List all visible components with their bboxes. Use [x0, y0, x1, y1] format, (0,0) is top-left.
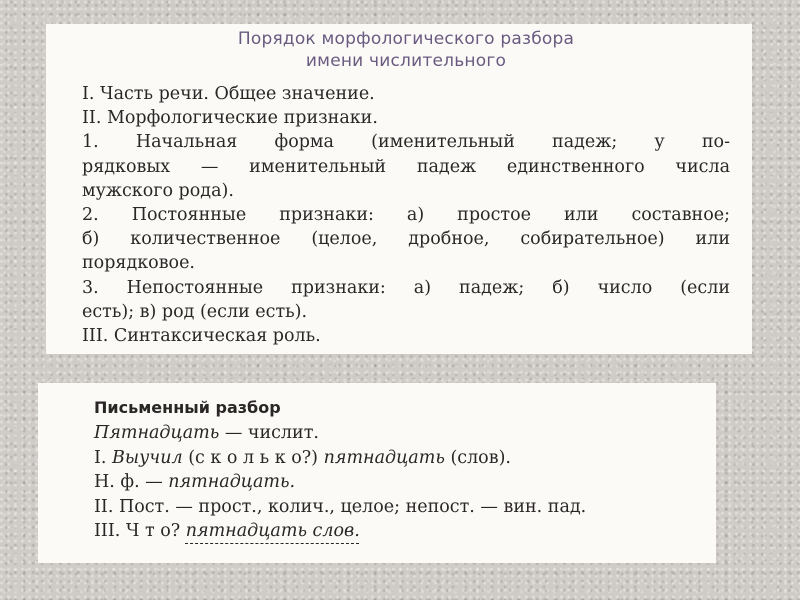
analysis-line-3: [94, 470, 698, 495]
rules-line-part-of-speech: I. Часть речи. Общее значение.: [82, 84, 375, 104]
analysis-title: Письменный разбор: [94, 398, 281, 417]
rules-title-line-2: имени числительного: [305, 51, 507, 71]
analysis-line-1-rest: — числит.: [219, 423, 319, 443]
analysis-line-2-question: (с к о л ь к о?): [188, 447, 319, 468]
analysis-line-1: [94, 421, 698, 446]
analysis-line-2-verb: Выучил: [112, 447, 183, 468]
written-analysis-card: [38, 383, 716, 563]
analysis-line-5-prefix: III.: [94, 521, 126, 541]
analysis-line-5-question: Ч т о?: [125, 521, 181, 541]
rules-line-initial-form-cont: рядковых — именительный падеж единственного числа: [82, 156, 730, 177]
analysis-line-2-num: I.: [94, 447, 113, 468]
rules-title: [82, 28, 730, 72]
rules-line-constant-features: 2. Постоянные признаки: а) простое или составное;: [82, 205, 730, 226]
analysis-line-5-phrase: пятнадцать слов.: [185, 521, 360, 541]
rules-title-line-1: Порядок морфологического разбора: [237, 29, 575, 49]
analysis-line-5: [94, 519, 698, 544]
analysis-word: Пятнадцать: [94, 423, 220, 443]
rules-line-variable-features: 3. Непостоянные признаки: а) падеж; б) число (если: [82, 277, 730, 298]
rules-line-initial-form-end: мужского рода).: [82, 180, 234, 201]
analysis-line-2-word: пятнадцать: [323, 447, 445, 468]
rules-line-morph-features: II. Морфологические признаки.: [82, 108, 378, 129]
morphology-rules-card: [46, 24, 752, 354]
analysis-line-3-prefix: Н. ф. —: [94, 472, 169, 492]
analysis-line-4: II. Пост. — прост., колич., целое; непост. — вин. пад.: [94, 496, 587, 517]
rules-line-variable-features-end: есть); в) род (если есть).: [82, 301, 308, 322]
analysis-line-2-rest: (слов).: [444, 447, 511, 468]
analysis-line-2: [94, 446, 698, 471]
rules-line-syntax-role: III. Синтаксическая роль.: [82, 326, 321, 347]
rules-line-constant-features-end: порядковое.: [82, 253, 195, 274]
rules-line-constant-features-cont: б) количественное (целое, дробное, собирательное) или: [82, 229, 730, 250]
analysis-line-3-word: пятнадцать.: [168, 472, 296, 492]
rules-line-initial-form: 1. Начальная форма (именительный падеж; у по-: [82, 132, 730, 153]
